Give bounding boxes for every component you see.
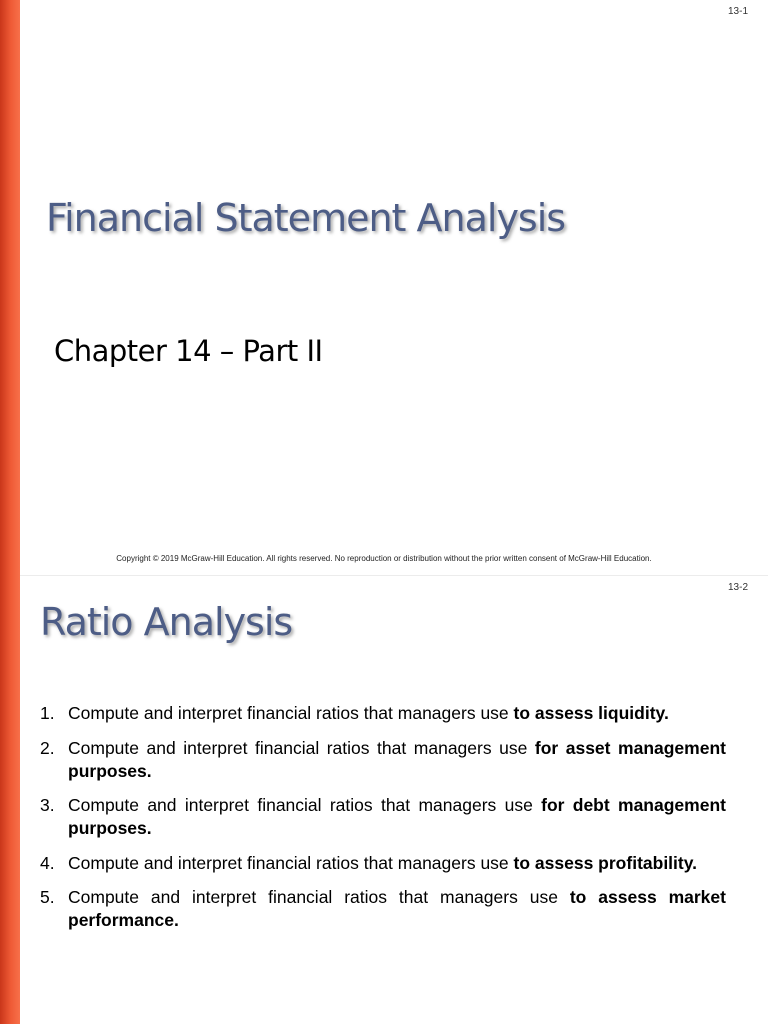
item-text: Compute and interpret financial ratios that managers use to assess profitability. [68,852,698,873]
item-text: Compute and interpret financial ratios that managers use for debt management purposes. [68,795,726,838]
list-item [40,737,726,783]
accent-bar [0,0,20,576]
item-text: Compute and interpret financial ratios that managers use for asset management purposes. [68,737,726,781]
page-number: 13-1 [727,6,748,17]
slide-ratio-analysis [0,576,768,1024]
slide-heading: Ratio Analysis [40,600,293,644]
item-emphasis: for asset management purposes. [68,737,726,781]
item-emphasis: to assess market performance. [68,887,726,930]
item-number: 4. [40,852,55,873]
item-number: 2. [40,737,55,758]
item-number: 5. [40,887,55,907]
list-item [40,886,726,932]
accent-bar [0,576,20,1024]
list-item [40,852,726,875]
item-number: 3. [40,795,55,815]
list-item [40,702,726,725]
item-text: Compute and interpret financial ratios that managers use to assess market performance. [68,887,726,930]
item-number: 1. [40,703,55,723]
item-text: Compute and interpret financial ratios that managers use to assess liquidity. [68,703,669,723]
list-item [40,794,726,840]
copyright-notice: Copyright © 2019 McGraw-Hill Education. All rights reserved. No reproduction or distribution without the prior written consent of McGraw-Hill Education. [116,554,652,563]
item-emphasis: for debt management purposes. [68,795,726,838]
slide-title-heading: Financial Statement Analysis [46,196,566,240]
item-emphasis: to assess profitability. [513,852,698,873]
chapter-subtitle: Chapter 14 – Part II [54,334,323,368]
item-emphasis: to assess liquidity. [513,703,669,723]
page-number: 13-2 [727,582,748,593]
learning-objectives-list [40,702,726,944]
